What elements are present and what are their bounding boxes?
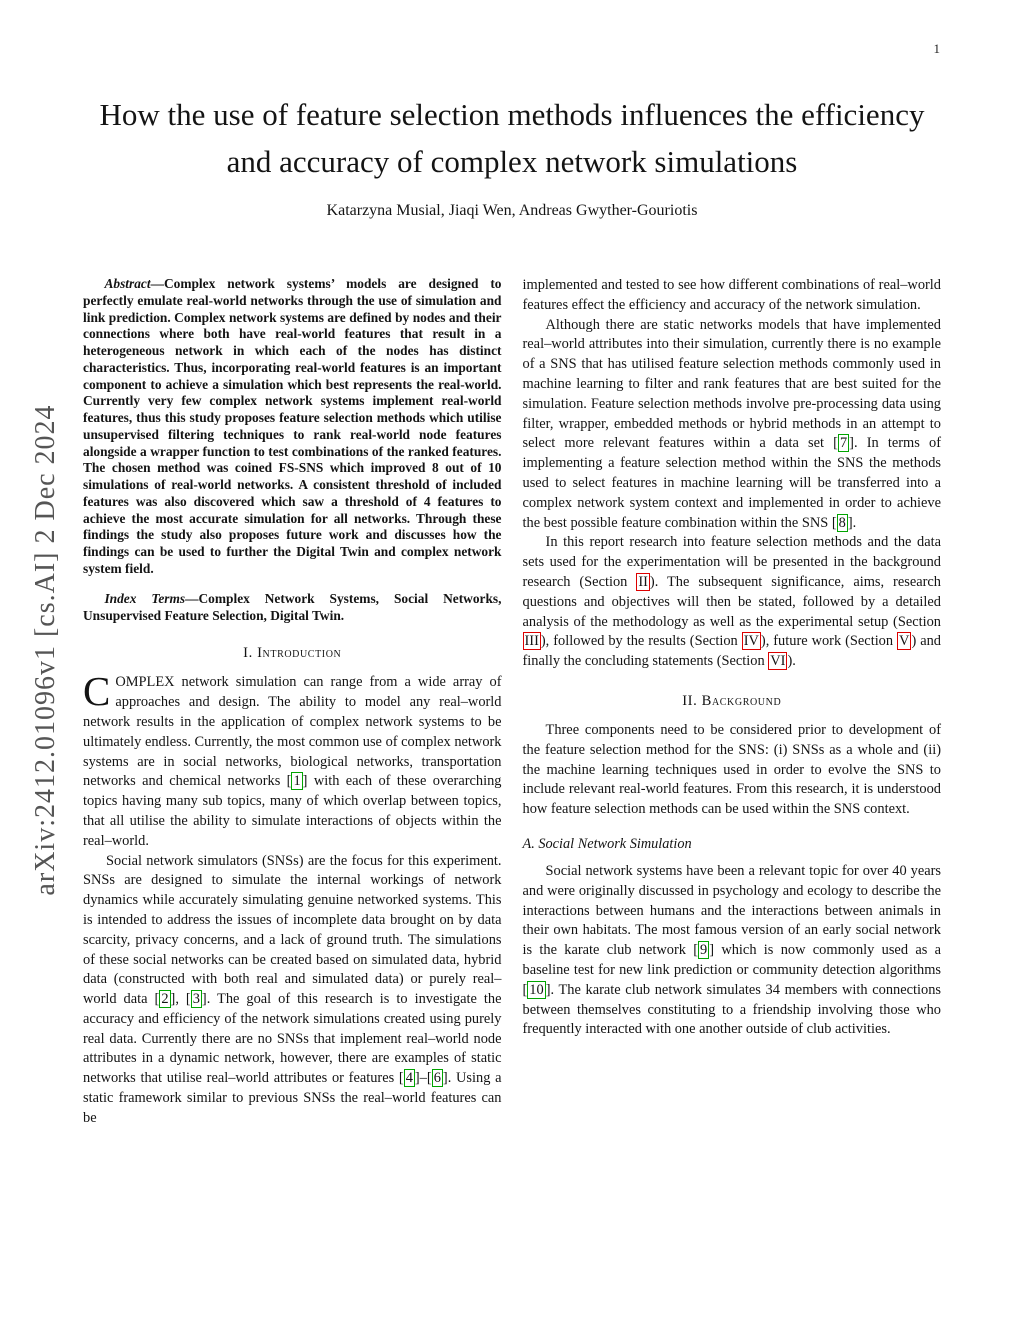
citation-link[interactable]: 1	[293, 773, 301, 790]
section-ref-link[interactable]: III	[524, 633, 539, 650]
section-heading-background: II. Background	[682, 692, 782, 709]
page-number: 1	[933, 41, 940, 56]
index-terms-label: Index Terms	[104, 590, 186, 606]
citation-link[interactable]: 9	[700, 942, 708, 959]
intro-paragraph-4: Although there are static networks models that have implemented real–world attributes into their simulation, currently there is no example of a SNS that has utilised feature selection methods commonly used in machine learning to filter and rank features that are best suited for the simulation. Feature selection methods involve pre-processing data using filter, wrapper, embedded methods or hybrid methods in an attempt to select more relevant features within a data set [ 7 ]. In terms of implementing a feature selection method within the SNS the methods used to select features in machine learning will be transferred into a complex network system context and implemented in order to achieve the best possible feature combination within the SNS [ 8 ].	[522, 316, 941, 531]
index-terms	[83, 590, 502, 625]
citation-link[interactable]: 4	[405, 1070, 413, 1087]
right-column	[523, 276, 942, 1129]
paper-title: How the use of feature selection methods influences the efficiency and accuracy of complex network simulations	[99, 97, 925, 179]
abstract	[83, 276, 502, 578]
section-ref-link[interactable]: V	[899, 633, 910, 650]
left-column	[83, 276, 502, 1129]
section-heading-introduction: I. Introduction	[243, 645, 342, 662]
authors: Katarzyna Musial, Jiaqi Wen, Andreas Gwyther-Gouriotis	[326, 202, 698, 219]
two-column-body	[83, 276, 941, 1129]
citation-link[interactable]: 3	[192, 991, 200, 1008]
dropcap-letter: C	[83, 668, 111, 715]
arxiv-watermark: arXiv:2412.01096v1 [cs.AI] 2 Dec 2024	[30, 404, 61, 896]
index-terms-dash: —	[185, 590, 199, 606]
background-paragraph-1: Three components need to be considered prior to development of the feature selection method for the SNS: (i) SNSs as a whole and (ii) the machine learning techniques used in order to evolve the SNS to include relevant real-world features. From this research, it is understood how feature selection methods can be used within the SNS context.	[522, 721, 941, 818]
abstract-text: Complex network systems’ models are designed to perfectly emulate real-world networks through the use of simulation and link prediction. Complex network systems are defined by nodes and their connections where both have real-world features that result in a heterogeneous network in which each of the nodes has distinct characteristics. Thus, incorporating real-world features is an important component to achieve a simulation which best represents the real-world. Currently very few complex network systems implement real-world features, thus this study proposes feature selection methods which utilise unsupervised filtering techniques to rank real-world node features alongside a wrapper function to test combinations of the ranked features. The chosen method was coined FS-SNS which improved 8 out of 10 simulations of real-world networks. A consistent threshold of included features was also discovered which saw a threshold of 4 features to achieve the most accurate simulation for all networks. Through these findings the study also proposes future work and discusses how the findings can be used to further the Digital Twin and complex network system field.	[83, 276, 502, 576]
citation-link[interactable]: 7	[839, 435, 848, 452]
citation-link[interactable]: 6	[433, 1070, 441, 1087]
section-ref-link[interactable]: VI	[770, 653, 786, 670]
intro-paragraph-3: implemented and tested to see how different combinations of real–world features effect the efficiency and accuracy of the network simulation.	[522, 277, 941, 313]
intro-paragraph-2: Social network simulators (SNSs) are the focus for this experiment. SNSs are designed to simulate the internal workings of network dynamics while accurately simulating genuine networked systems. This is intended to address the issues of incomplete data brought on by data scarcity, privacy concerns, and a lack of ground truth. The simulations of these social networks can be created based on simulated data, hybrid data (constructed with both real and simulated data) or purely real–world data [ 2 ], [ 3 ]. The goal of this research is to investigate the accuracy and efficiency of the network simulations created using purely real data. Currently there are no SNSs that implement real–world node attributes in a dynamic network, however, there are examples of static networks that utilise real–world attributes or features [ 4 ]–[ 6 ]. Using a static framework similar to previous SNSs the real–world features can be	[83, 852, 502, 1126]
abstract-dash: —	[150, 276, 164, 291]
section-ref-link[interactable]: II	[638, 573, 648, 590]
background-paragraph-2: Social network systems have been a relevant topic for over 40 years and were originally discussed in psychology and ecology to describe the interactions between humans and the interactions between animals in their own habitats. The most famous version of an early social network is the karate club network [ 9 ] which is now commonly used as a baseline test for new link prediction or community detection algorithms [ 10 ]. The karate club network simulates 34 members with connections between themselves constituting to a friendship involving those who frequently interacted with one another outside of club activities.	[522, 862, 941, 1038]
paper-page	[83, 0, 941, 1129]
intro-paragraph-1	[83, 668, 502, 851]
citation-link[interactable]: 8	[838, 514, 846, 531]
citation-link[interactable]: 2	[161, 991, 169, 1008]
index-terms-text: Complex Network Systems, Social Networks, Unsupervised Feature Selection, Digital Twin.	[83, 590, 502, 623]
section-ref-link[interactable]: IV	[743, 633, 759, 650]
intro-paragraph-5: In this report research into feature selection methods and the data sets used for the experimentation will be presented in the background research (Section II ). The subsequent significance, aims, research questions and objectives will then be stated, followed by a detailed analysis of the methodology as well as the experimental setup (Section III ), followed by the results (Section IV ), future work (Section V ) and finally the concluding statements (Section VI ).	[522, 534, 941, 670]
intro-paragraph-1-text: OMPLEX network simulation can range from a wide array of approaches and design. The ability to model any real–world network results in the application of complex network systems to be ultimately endless. Currently, the most common use of complex network systems are in social networks, biological networks, transportation networks and chemical networks [ 1 ] with each of these overarching topics having many sub topics, many of which overlap between topics, that all utilise the ability to simulate interactions of objects within the real–world.	[83, 674, 502, 849]
abstract-label: Abstract	[104, 276, 151, 291]
citation-link[interactable]: 10	[529, 981, 544, 998]
subsection-heading-social-network-simulation: A. Social Network Simulation	[522, 835, 692, 852]
